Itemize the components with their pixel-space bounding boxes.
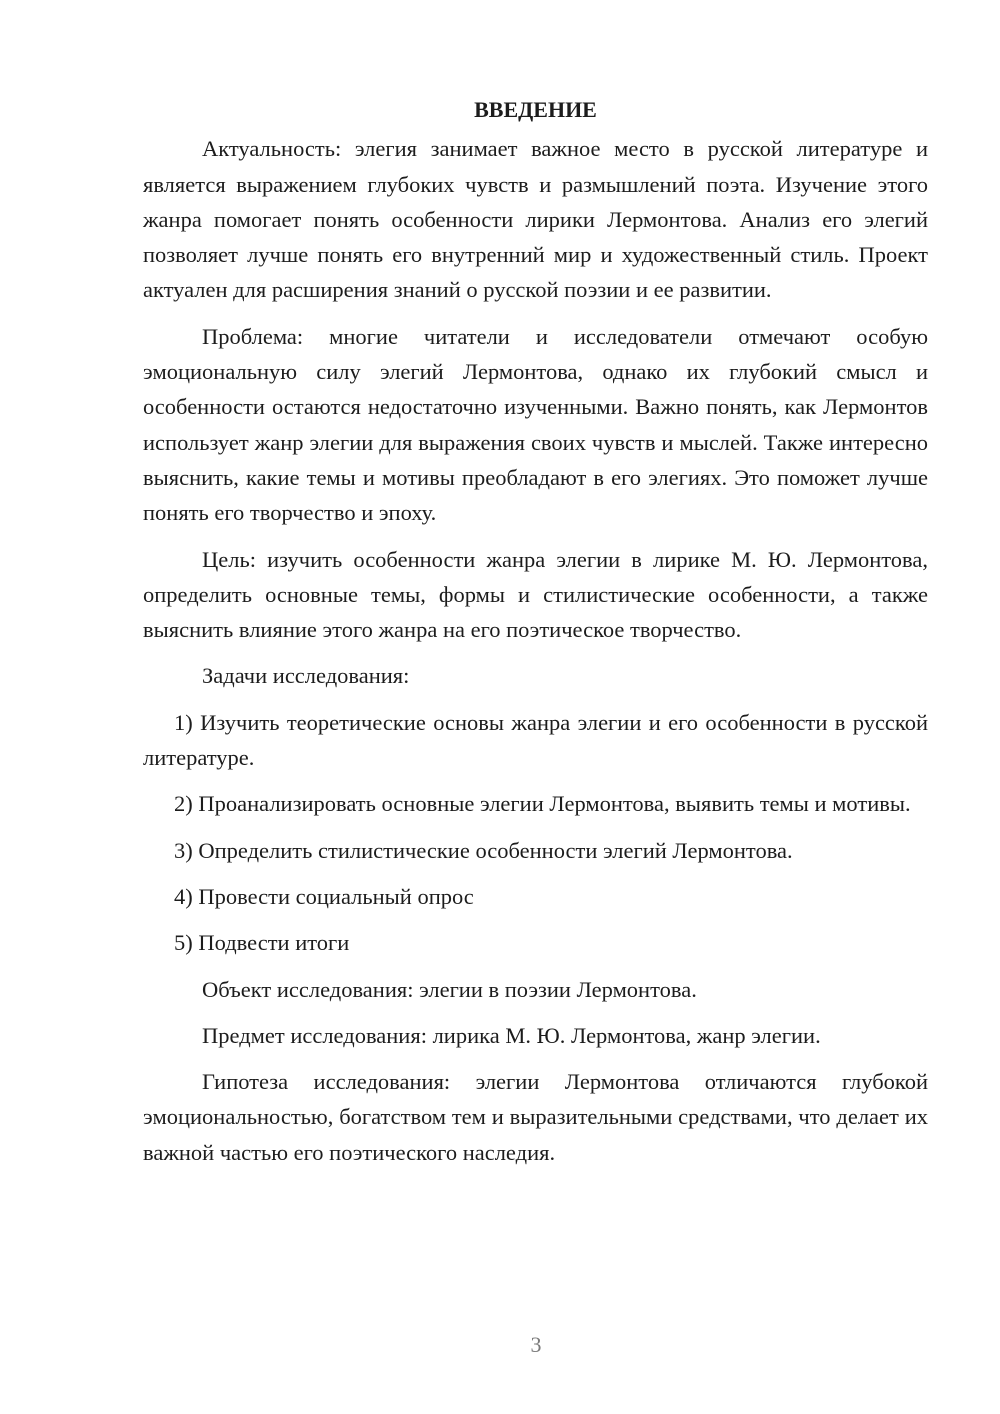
task-item-4: 4) Провести социальный опрос [174,883,474,909]
hypothesis-paragraph: Гипотеза исследования: элегии Лермонтова отличаются глубокой эмоциональностью, богатством тем и выразительными средствами, что делает их важной частью его поэтического наследия. [143,1069,928,1165]
subject-paragraph: Предмет исследования: лирика М. Ю. Лермонтова, жанр элегии. [202,1022,821,1048]
problem-paragraph: Проблема: многие читатели и исследователи отмечают особую эмоциональную силу элегий Лермонтова, однако их глубокий смысл и особенности остаются недостаточно изученными. Важно понять, как Лермонтов использует жанр элегии для выражения своих чувств и мыслей. Также интересно выяснить, какие темы и мотивы преобладают в его элегиях. Это поможет лучше понять его творчество и эпоху. [143,323,928,526]
page-number: 3 [530,1332,542,1357]
task-item-2: 2) Проанализировать основные элегии Лермонтова, выявить темы и мотивы. [174,791,911,817]
task-item-5: 5) Подвести итоги [174,930,350,956]
task-item-1: 1) Изучить теоретические основы жанра элегии и его особенности в русской литературе. [143,709,928,771]
goal-paragraph: Цель: изучить особенности жанра элегии в лирике М. Ю. Лермонтова, определить основные темы, формы и стилистические особенности, а также выяснить влияние этого жанра на его поэтическое творчество. [143,546,928,643]
relevance-paragraph: Актуальность: элегия занимает важное место в русской литературе и является выражением глубоких чувств и размышлений поэта. Изучение этого жанра помогает понять особенности лирики Лермонтова. Анализ его элегий позволяет лучше понять его внутренний мир и художественный стиль. Проект актуален для расширения знаний о русской поэзии и ее развитии. [143,136,928,303]
section-title: ВВЕДЕНИЕ [474,97,597,122]
object-paragraph: Объект исследования: элегии в поэзии Лермонтова. [202,976,697,1002]
tasks-heading: Задачи исследования: [202,663,410,689]
document-page [143,92,928,1181]
task-item-3: 3) Определить стилистические особенности элегий Лермонтова. [174,837,793,863]
